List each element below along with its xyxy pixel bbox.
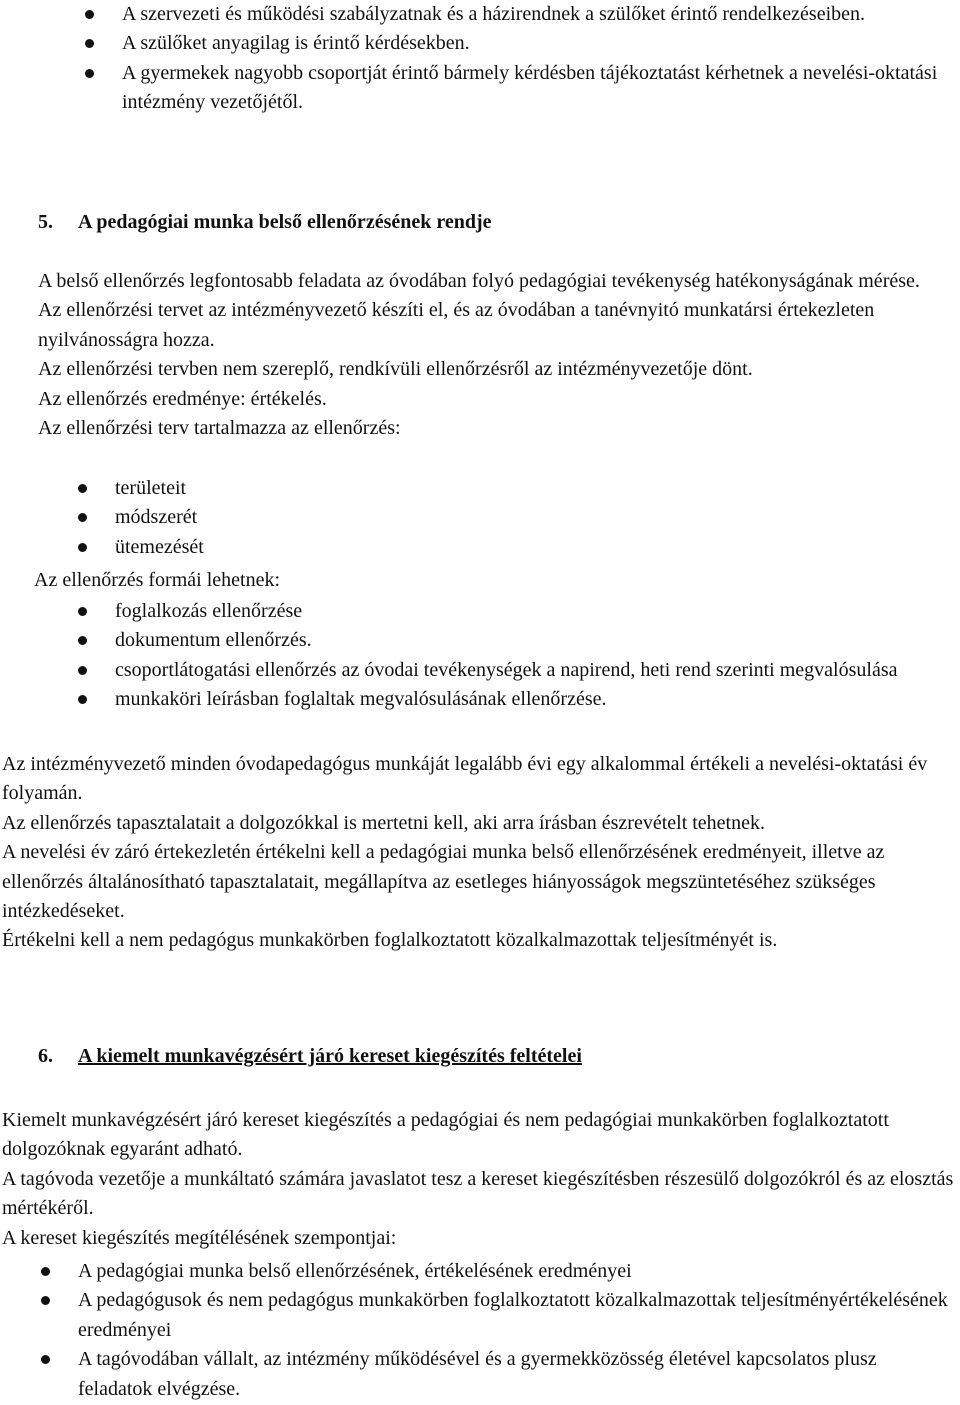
bullet-icon [78, 695, 87, 704]
bullet-icon [41, 1296, 50, 1305]
list-item: A szervezeti és működési szabályzatnak és a házirendnek a szülőket érintő rendelkezéseiben. [122, 0, 942, 29]
list-item: A szülőket anyagilag is érintő kérdésekben. [122, 29, 942, 58]
section-6-intro [2, 1106, 958, 1253]
paragraph: A tagóvoda vezetője a munkáltató számára javaslatot tesz a kereset kiegészítésben részesülő dolgozókról és az elosztás mértékéről. [2, 1167, 954, 1220]
bullet-icon [85, 69, 94, 78]
paragraph: A nevelési év záró értekezletén értékelni kell a pedagógiai munka belső ellenőrzésének eredményeit, illetve az ellenőrzés általánosítható tapasztalatait, megállapítva az esetleges hiányosságok megszüntetéséhez szükséges intézkedéseket. [2, 841, 885, 923]
bullet-icon [78, 636, 87, 645]
bullet-icon [78, 543, 87, 552]
forms-label: Az ellenőrzés formái lehetnek: [34, 569, 280, 591]
section-title: A pedagógiai munka belső ellenőrzésének rendje [78, 211, 492, 233]
paragraph: Kiemelt munkavégzésért járó kereset kiegészítés a pedagógiai és nem pedagógiai munkakörben foglalkoztatott dolgozóknak egyaránt adható. [2, 1109, 889, 1161]
list-item: foglalkozás ellenőrzése [115, 597, 958, 626]
paragraph: Értékelni kell a nem pedagógus munkakörben foglalkoztatott közalkalmazottak teljesítményét is. [2, 929, 778, 952]
section-5-intro [38, 267, 958, 443]
section-title: A kiemelt munkavégzésért járó kereset kiegészítés feltételei [78, 1045, 582, 1067]
paragraph: Az intézményvezető minden óvodapedagógus munkáját legalább évi egy alkalommal értékeli a nevelési-oktatási év folyamán. [2, 753, 928, 805]
criteria-list [78, 1257, 956, 1404]
paragraph: A belső ellenőrzés legfontosabb feladata az óvodában folyó pedagógiai tevékenység hatékonyságának mérése. [38, 270, 920, 292]
section-5-heading [38, 208, 492, 237]
bullet-icon [85, 39, 94, 48]
bullet-icon [78, 666, 87, 675]
paragraph: A kereset kiegészítés megítélésének szempontjai: [2, 1226, 397, 1249]
paragraph: Az ellenőrzési tervben nem szereplő, rendkívüli ellenőrzésről az intézményvezetője dönt. [38, 358, 753, 381]
paragraph: Az ellenőrzési tervet az intézményvezető készíti el, és az óvodában a tanévnyitó munkatársi értekezleten nyilvánosságra hozza. [38, 299, 875, 351]
section-number: 6. [38, 1045, 53, 1067]
list-item: A pedagógiai munka belső ellenőrzésének, értékelésének eredményei [78, 1257, 956, 1286]
bullet-icon [85, 10, 94, 19]
bullet-icon [78, 607, 87, 616]
plan-contents-list [115, 474, 955, 562]
parent-rights-list [122, 0, 942, 118]
list-item: A pedagógusok és nem pedagógus munkakörben foglalkoztatott közalkalmazottak teljesítményértékelésének eredményei [78, 1286, 956, 1345]
paragraph: Az ellenőrzési terv tartalmazza az ellenőrzés: [38, 417, 401, 440]
list-item: módszerét [115, 503, 955, 532]
bullet-icon [41, 1267, 50, 1276]
list-item: A gyermekek nagyobb csoportját érintő bármely kérdésben tájékoztatást kérhetnek a nevelési-oktatási intézmény vezetőjétől. [122, 59, 942, 118]
list-item: csoportlátogatási ellenőrzés az óvodai tevékenységek a napirend, heti rend szerinti megvalósulása [115, 656, 958, 685]
paragraph: Az ellenőrzés tapasztalatait a dolgozókkal is mertetni kell, aki arra írásban észrevételt tehetnek. [2, 811, 765, 834]
paragraph: Az ellenőrzés eredménye: értékelés. [38, 387, 327, 410]
list-item: területeit [115, 474, 955, 503]
section-number: 5. [38, 211, 53, 233]
list-item: dokumentum ellenőrzés. [115, 626, 958, 655]
bullet-icon [78, 484, 87, 493]
list-item: ütemezését [115, 533, 955, 562]
bullet-icon [78, 513, 87, 522]
section-5-closing [2, 750, 958, 956]
list-item: munkaköri leírásban foglaltak megvalósulásának ellenőrzése. [115, 685, 958, 714]
bullet-icon [41, 1355, 50, 1364]
section-6-heading [38, 1042, 582, 1071]
inspection-forms-list [115, 597, 958, 715]
list-item: A tagóvodában vállalt, az intézmény működésével és a gyermekközösség életével kapcsolatos plusz feladatok elvégzése. [78, 1345, 956, 1404]
